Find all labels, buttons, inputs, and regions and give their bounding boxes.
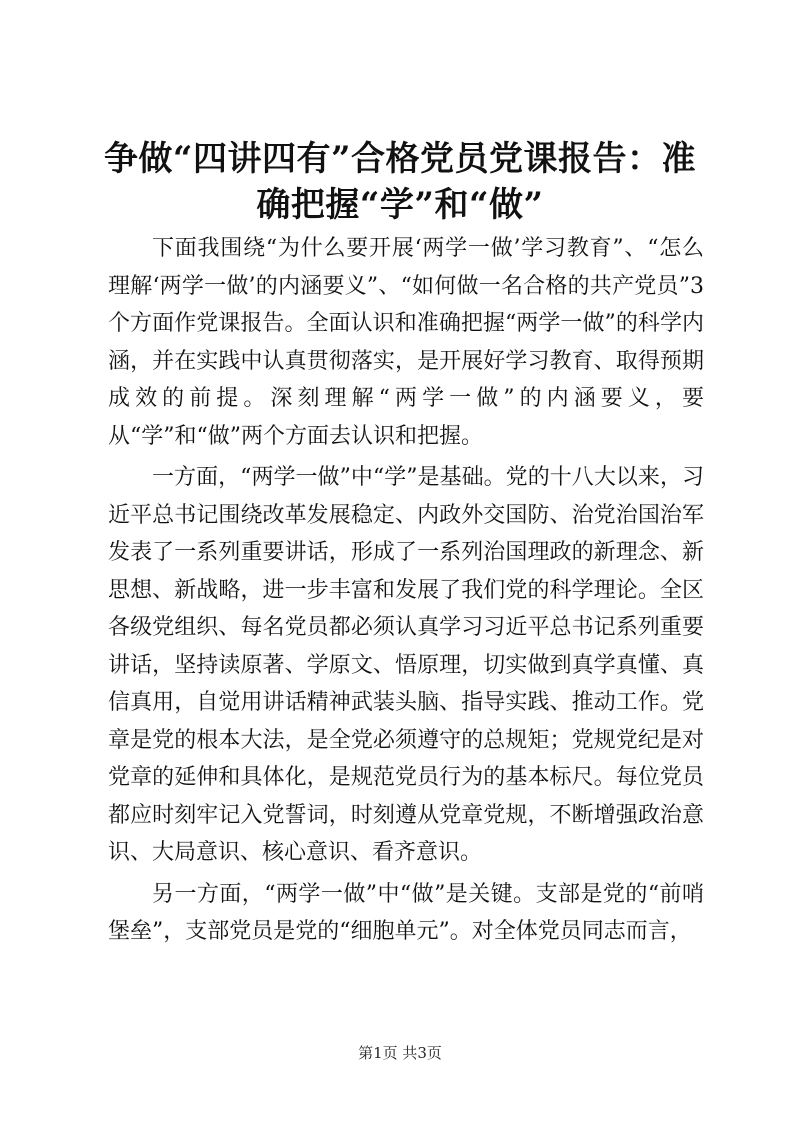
document-title: 争做“四讲四有”合格党员党课报告：准确把握“学”和“做” — [103, 139, 697, 225]
paragraph-2: 一方面，“两学一做”中“学”是基础。党的十八大以来，习近平总书记围绕改革发展稳定、内政外交国防、治党治国治军发表了一系列重要讲话，形成了一系列治国理政的新理念、新思想、新战略，进一步丰富和发展了我们党的科学理论。全区各级党组织、每名党员都必须认真学习习近平总书记系列重要讲话，坚持读原著、学原文、悟原理，切实做到真学真懂、真信真用，自觉用讲话精神武装头脑、指导实践、推动工作。党章是党的根本大法，是全党必须遵守的总规矩；党规党纪是对党章的延伸和具体化，是规范党员行为的基本标尺。每位党员都应时刻牢记入党誓词，时刻遵从党章党规，不断增强政治意识、大局意识、核心意识、看齐意识。 — [108, 465, 704, 865]
page-number-footer: 第1页 共3页 — [358, 1044, 442, 1062]
paragraph-3: 另一方面，“两学一做”中“做”是关键。支部是党的“前哨堡垒”，支部党员是党的“细胞单元”。对全体党员同志而言， — [108, 881, 704, 944]
document-body — [108, 230, 704, 955]
paragraph-1: 下面我围绕“为什么要开展‘两学一做’学习教育”、“怎么理解‘两学一做’的内涵要义”、“如何做一名合格的共产党员”3个方面作党课报告。全面认识和准确把握“两学一做”的科学内涵，并在实践中认真贯彻落实，是开展好学习教育、取得预期成效的前提。深刻理解“两学一做”的内涵要义，要从“学”和“做”两个方面去认识和把握。 — [108, 236, 704, 449]
